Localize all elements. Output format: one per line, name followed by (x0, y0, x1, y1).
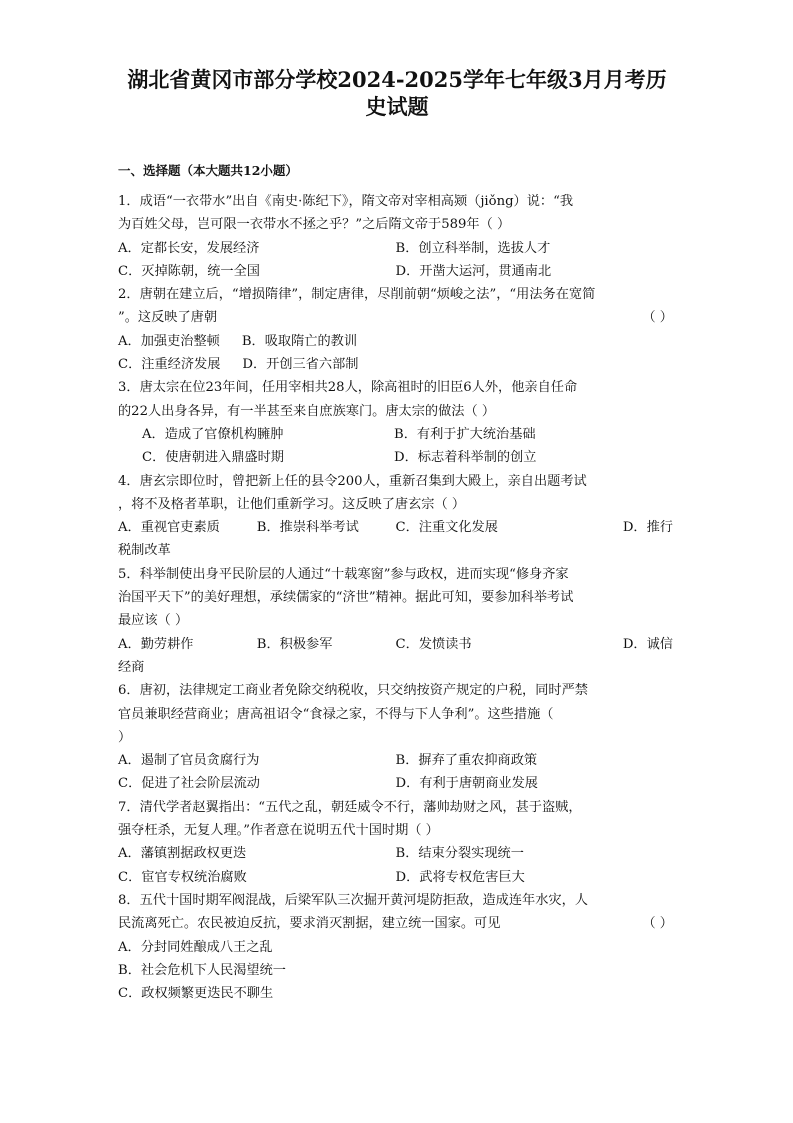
question-stem: 3．唐太宗在位23年间，任用宰相共28人，除高祖时的旧臣6人外，他亲自任命 (118, 380, 578, 396)
option-b[interactable]: B．创立科举制，选拔人才 (395, 240, 551, 256)
section-heading: 一、选择题（本大题共12小题） (118, 163, 298, 178)
option-b[interactable]: B．吸取隋亡的教训 (241, 333, 358, 349)
options-row-1 (118, 330, 673, 353)
question-stem: 8．五代十国时期军阀混战，后梁军队三次掘开黄河堤防拒敌，造成连年水灾，人 (118, 892, 588, 908)
title-line-1: 湖北省黄冈市部分学校2024-2025学年七年级3月月考历 (127, 67, 667, 92)
option-b[interactable]: B．社会危机下人民渴望统一 (118, 962, 286, 978)
option-c[interactable]: C．宦官专权统治腐败 (118, 869, 247, 885)
question-stem: 治国平天下”的美好理想，承续儒家的“济世”精神。据此可知，要参加科举考试 (118, 590, 574, 606)
question-stem: 2．唐朝在建立后，“增损隋律”，制定唐律，尽削前朝“烦峻之法”，“用法务在宽简 (118, 287, 596, 303)
question-stem-row (118, 912, 673, 935)
option-a[interactable]: A．勤劳耕作 (118, 636, 194, 652)
question-stem: ） (118, 729, 132, 745)
options-row-2 (118, 353, 673, 376)
option-d-wrap: 税制改革 (118, 543, 171, 559)
option-c[interactable]: C．促进了社会阶层流动 (118, 776, 260, 792)
option-a[interactable]: A．重视官吏素质 (118, 520, 220, 536)
option-c[interactable]: C．注重经济发展 (118, 357, 221, 373)
question-stem-row (118, 306, 673, 329)
question-stem: 6．唐初，法律规定工商业者免除交纳税收，只交纳按资产规定的户税，同时严禁 (118, 683, 588, 699)
option-c[interactable]: C．灭掉陈朝，统一全国 (118, 263, 260, 279)
option-b[interactable]: B．推崇科举考试 (256, 520, 359, 536)
option-d[interactable]: D．武将专权危害巨大 (395, 869, 525, 885)
option-d[interactable]: D．开创三省六部制 (242, 357, 359, 373)
option-a[interactable]: A．遏制了官员贪腐行为 (118, 753, 260, 769)
question-6 (118, 679, 673, 795)
options (118, 633, 673, 656)
option-a[interactable]: A．定都长安，发展经济 (118, 240, 260, 256)
options (118, 516, 673, 539)
option-d-wrap: 经商 (118, 659, 145, 675)
question-stem: 7．清代学者赵翼指出：“五代之乱，朝廷威令不行，藩帅劫财之风，甚于盗贼， (118, 799, 582, 815)
question-2 (118, 283, 673, 376)
answer-paren: （ ） (642, 310, 673, 326)
options (118, 237, 673, 284)
question-stem: 官员兼职经营商业；唐高祖诏令“食禄之家，不得与下人争利”。这些措施（ (118, 706, 554, 722)
option-c[interactable]: C．政权频繁更迭民不聊生 (118, 986, 274, 1002)
question-8 (118, 889, 673, 1005)
option-b[interactable]: B．积极参军 (256, 636, 333, 652)
question-stem: 的22人出身各异，有一半甚至来自庶族寒门。唐太宗的做法（ ） (118, 403, 496, 419)
question-3 (118, 376, 673, 469)
option-d[interactable]: D．推行 (622, 520, 673, 536)
options (118, 423, 673, 470)
option-b[interactable]: B．摒弃了重农抑商政策 (395, 753, 538, 769)
question-5 (118, 563, 673, 679)
question-stem: ，将不及格者革职，让他们重新学习。这反映了唐玄宗（ ） (118, 496, 466, 512)
option-d[interactable]: D．有利于唐朝商业发展 (395, 776, 538, 792)
question-stem: 4．唐玄宗即位时，曾把新上任的县令200人，重新召集到大殿上，亲自出题考试 (118, 473, 587, 489)
option-a[interactable]: A．造成了官僚机构臃肿 (142, 426, 284, 442)
question-stem: 民流离死亡。农民被迫反抗，要求消灭割据，建立统一国家。可见 (118, 916, 501, 932)
question-stem: ”。这反映了唐朝 (118, 310, 218, 326)
answer-paren: （ ） (642, 916, 673, 932)
option-c[interactable]: C．使唐朝进入鼎盛时期 (142, 450, 284, 466)
option-d[interactable]: D．标志着科举制的创立 (394, 450, 537, 466)
questions-list (118, 190, 673, 1005)
question-stem: 5．科举制使出身平民阶层的人通过“十载寒窗”参与政权，进而实现“修身齐家 (118, 566, 569, 582)
options (118, 749, 673, 796)
question-stem: 强夺枉杀，无复人理。”作者意在说明五代十国时期（ ） (118, 823, 439, 839)
option-b[interactable]: B．有利于扩大统治基础 (394, 426, 536, 442)
question-stem: 1．成语“一衣带水”出自《南史·陈纪下》，隋文帝对宰相高颎（jiǒng）说：“我 (118, 194, 574, 209)
question-4 (118, 470, 673, 563)
title-line-2: 史试题 (365, 94, 429, 119)
option-d[interactable]: D．开凿大运河，贯通南北 (395, 263, 552, 279)
option-a[interactable]: A．加强吏治整顿 (118, 333, 220, 349)
question-stem: 为百姓父母，岂可限一衣带水不拯之乎？”之后隋文帝于589年（ ） (118, 217, 511, 233)
option-c[interactable]: C．发愤读书 (395, 636, 472, 652)
question-stem: 最应该（ ） (118, 613, 189, 629)
options (118, 842, 673, 889)
option-c[interactable]: C．注重文化发展 (395, 520, 498, 536)
option-b[interactable]: B．结束分裂实现统一 (395, 846, 524, 862)
question-7 (118, 796, 673, 889)
option-d[interactable]: D．诚信 (622, 636, 673, 652)
question-1 (118, 190, 673, 283)
option-a[interactable]: A．分封同姓酿成八王之乱 (118, 939, 273, 955)
option-a[interactable]: A．藩镇割据政权更迭 (118, 846, 247, 862)
exam-title (117, 66, 677, 120)
